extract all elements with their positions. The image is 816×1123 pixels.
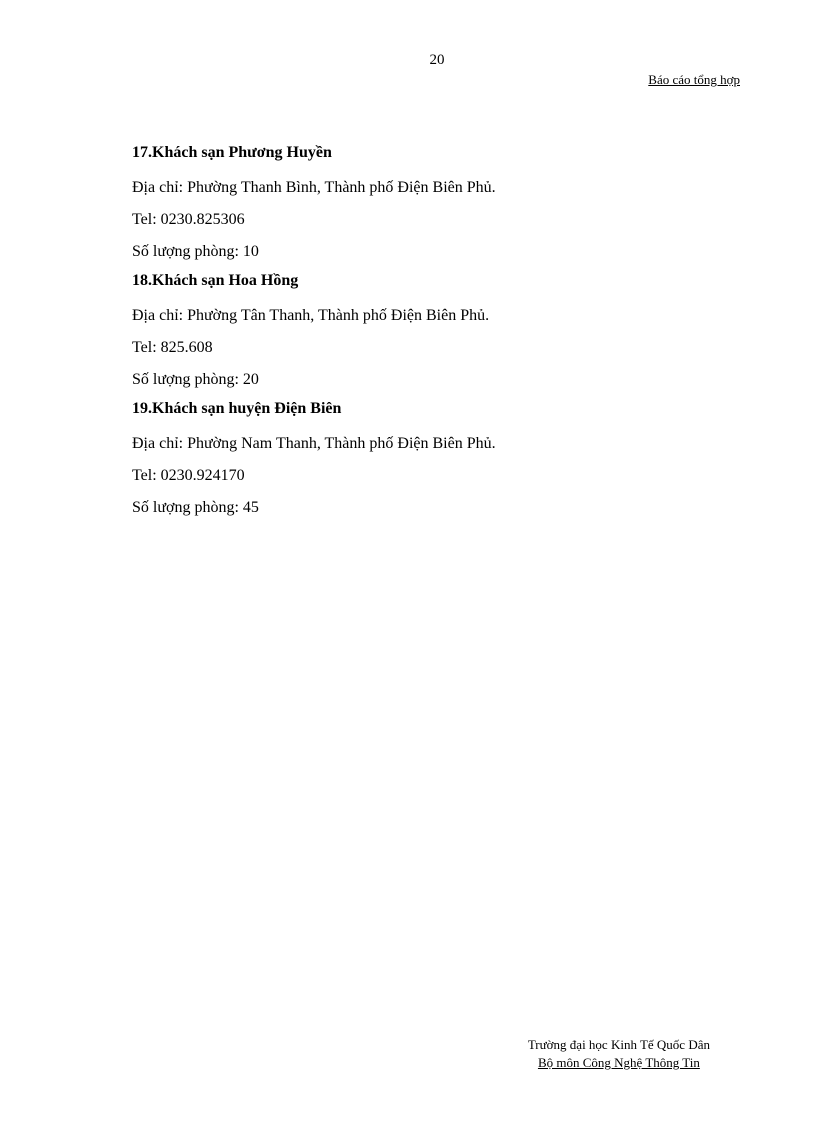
hotel-phone: Tel: 0230.924170 [132,467,245,484]
hotel-title: 19.Khách sạn huyện Điện Biên [132,400,342,417]
hotel-address: Địa chỉ: Phường Tân Thanh, Thành phố Điện Biên Phủ. [132,307,490,324]
hotel-rooms: Số lượng phòng: 45 [132,499,259,516]
hotel-title: 18.Khách sạn Hoa Hồng [132,272,299,289]
hotel-address: Địa chỉ: Phường Nam Thanh, Thành phố Điện Biên Phủ. [132,435,496,452]
hotel-entry [132,396,732,524]
hotel-phone: Tel: 825.608 [132,339,213,356]
document-body [132,140,732,524]
hotel-rooms: Số lượng phòng: 20 [132,371,259,388]
hotel-rooms: Số lượng phòng: 10 [132,243,259,260]
footer-school: Trường đại học Kinh Tế Quốc Dân [527,1037,710,1052]
header-title: Báo cáo tổng hợp [648,72,740,87]
hotel-entry [132,268,732,396]
page-number: 20 [429,52,445,68]
hotel-address: Địa chỉ: Phường Thanh Bình, Thành phố Điện Biên Phủ. [132,179,496,196]
hotel-title: 17.Khách sạn Phương Huyền [132,144,332,161]
hotel-phone: Tel: 0230.825306 [132,211,245,228]
hotel-entry [132,140,732,268]
page-footer [528,1036,710,1072]
footer-department: Bộ môn Công Nghệ Thông Tin [537,1055,700,1070]
